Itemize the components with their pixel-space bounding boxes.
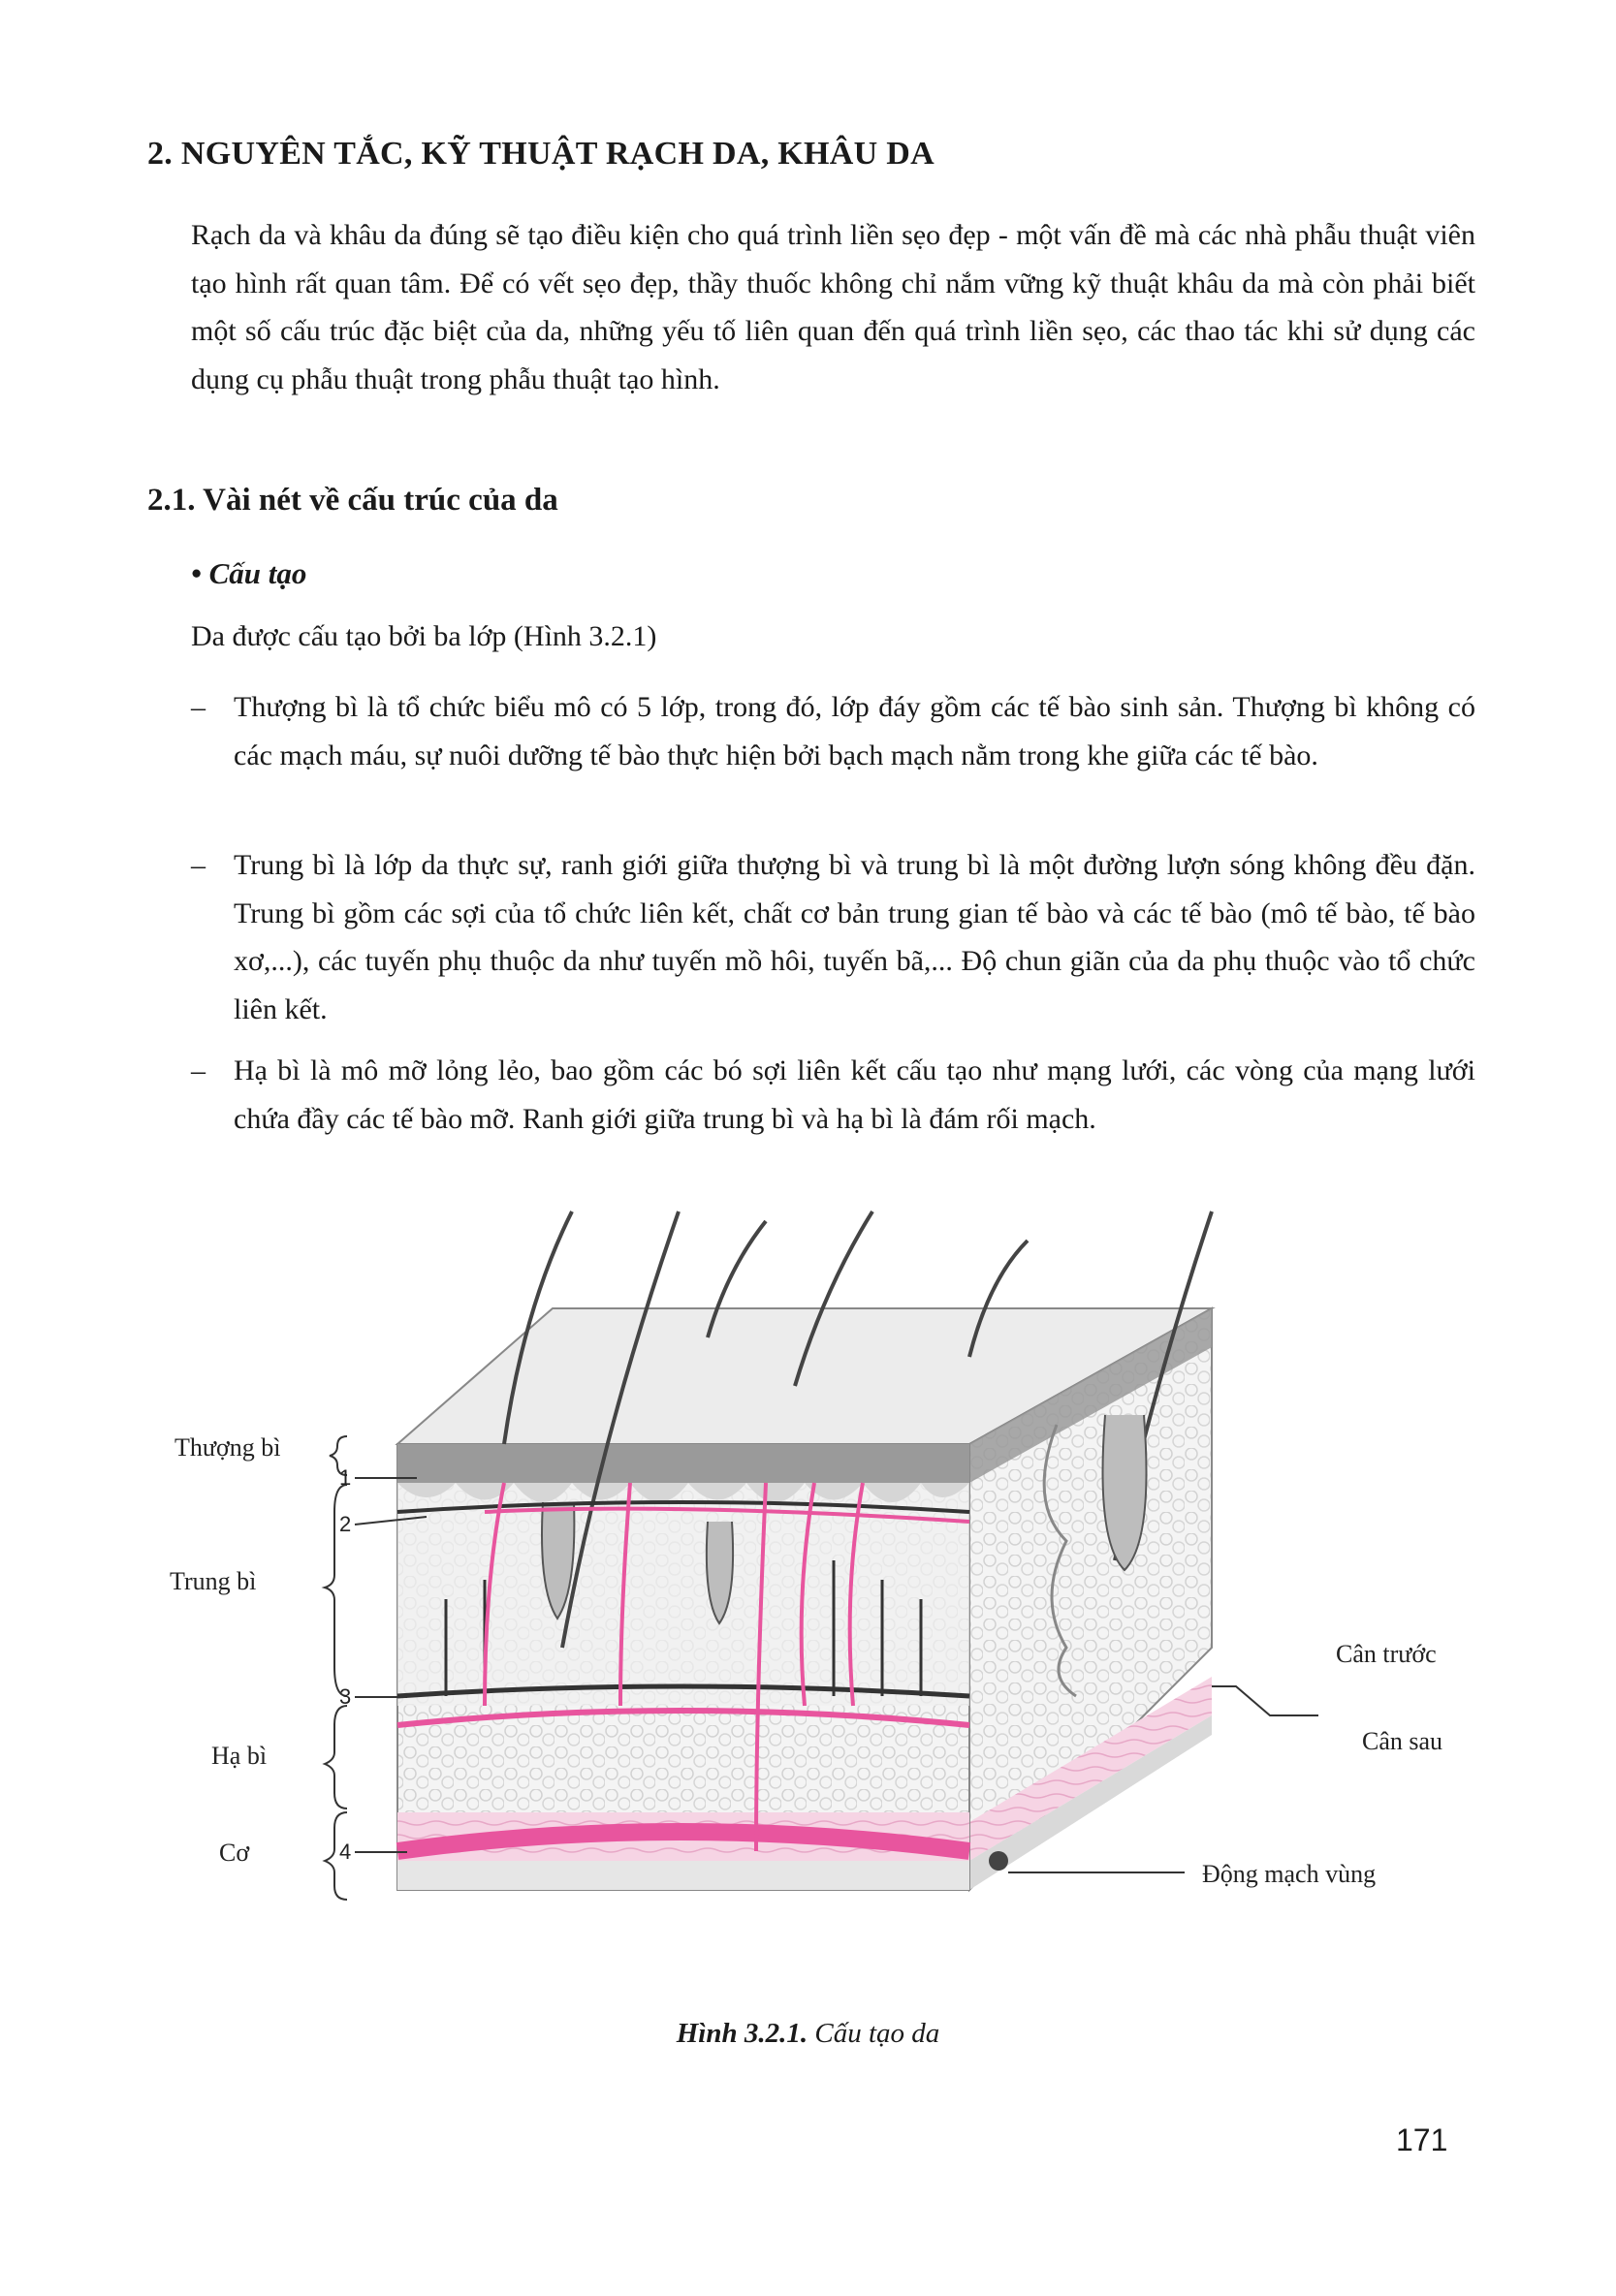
label-hypodermis: Hạ bì <box>211 1742 268 1770</box>
list-item <box>191 683 1475 779</box>
list-item <box>191 841 1475 1033</box>
list-item-text: Thượng bì là tổ chức biểu mô có 5 lớp, trong đó, lớp đáy gồm các tế bào sinh sản. Thượng bì không có các mạch máu, sự nuôi dưỡng tế bào thực hiện bởi bạch mạch nằm trong khe giữa các tế bào. <box>234 691 1475 771</box>
bullet-icon: • <box>191 556 202 590</box>
list-item-text: Trung bì là lớp da thực sự, ranh giới giữa thượng bì và trung bì là một đường lượn sóng không đều đặn. Trung bì gồm các sợi của tổ chức liên kết, chất cơ bản trung gian tế bào và các tế bào (mô tế bào, tế bào xơ,...), các tuyến phụ thuộc da như tuyến mồ hôi, tuyến bã,... Độ chun giãn của da phụ thuộc vào tổ chức liên kết. <box>234 849 1475 1025</box>
pointer-number-2: 2 <box>339 1512 352 1536</box>
list-item <box>191 1047 1475 1143</box>
bullet-heading: Cấu tạo <box>208 556 307 590</box>
caption-text: Cấu tạo da <box>814 2018 940 2049</box>
skin-structure-figure <box>0 1192 1616 1987</box>
label-muscle: Cơ <box>219 1839 250 1867</box>
pointer-number-1: 1 <box>339 1465 352 1490</box>
figure-caption <box>0 2018 1616 2050</box>
label-epidermis: Thượng bì <box>174 1433 281 1462</box>
bullet-heading-row <box>191 556 306 591</box>
caption-label: Hình 3.2.1. <box>676 2018 808 2049</box>
dash-icon: – <box>191 691 206 723</box>
intro-paragraph: Rạch da và khâu da đúng sẽ tạo điều kiện cho quá trình liền sẹo đẹp - một vấn đề mà các nhà phẫu thuật viên tạo hình rất quan tâm. Để có vết sẹo đẹp, thầy thuốc không chỉ nắm vững kỹ thuật khâu da mà còn phải biết một số cấu trúc đặc biệt của da, những yếu tố liên quan đến quá trình liền sẹo, các thao tác khi sử dụng các dụng cụ phẫu thuật trong phẫu thuật tạo hình. <box>191 219 1475 395</box>
label-dermis: Trung bì <box>170 1567 257 1595</box>
dash-icon: – <box>191 849 206 881</box>
skin-block-drawing <box>397 1211 1212 1890</box>
dash-icon: – <box>191 1054 206 1086</box>
subsection-heading: 2.1. Vài nét về cấu trúc của da <box>147 483 558 518</box>
page-number: 171 <box>1396 2123 1448 2157</box>
label-posterior-fascia: Cân sau <box>1362 1727 1443 1755</box>
pointer-number-4: 4 <box>339 1840 352 1864</box>
list-item-text: Hạ bì là mô mỡ lỏng lẻo, bao gồm các bó sợi liên kết cấu tạo như mạng lưới, các vòng của mạng lưới chứa đầy các tế bào mỡ. Ranh giới giữa trung bì và hạ bì là đám rối mạch. <box>234 1054 1475 1135</box>
layers-intro: Da được cấu tạo bởi ba lớp (Hình 3.2.1) <box>191 620 657 652</box>
label-regional-artery: Động mạch vùng <box>1202 1860 1377 1888</box>
label-anterior-fascia: Cân trước <box>1336 1640 1437 1668</box>
layer-braces <box>325 1436 347 1900</box>
fascia-front <box>397 1861 969 1890</box>
pointer-number-3: 3 <box>339 1684 352 1709</box>
artery-section-icon <box>989 1851 1008 1871</box>
brace-icon <box>325 1706 347 1808</box>
section-heading: 2. NGUYÊN TẮC, KỸ THUẬT RẠCH DA, KHÂU DA <box>147 136 935 172</box>
